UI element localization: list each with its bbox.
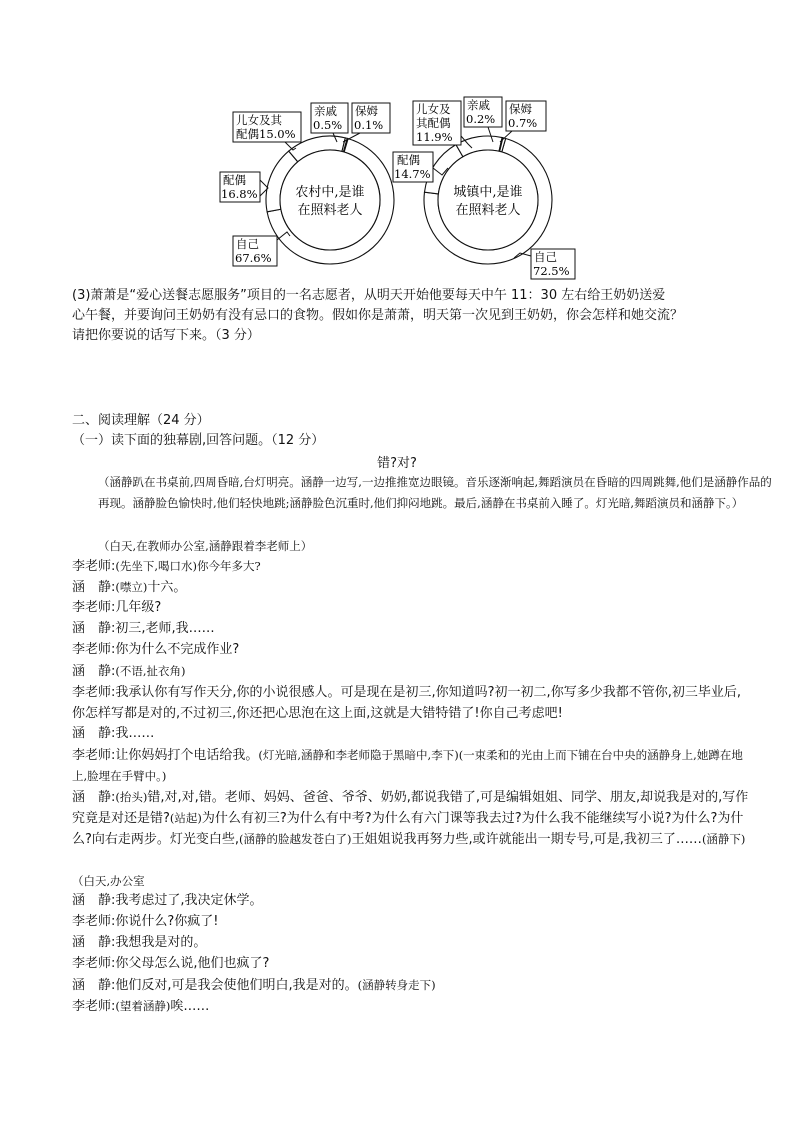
speaker-hanjing: 涵 静: bbox=[72, 726, 116, 741]
urban-label-children-l1: 儿女及 bbox=[416, 102, 451, 116]
rural-label-relatives-l2: 0.5% bbox=[313, 118, 343, 132]
speaker-teacher: 李老师: bbox=[72, 914, 116, 929]
dialogue-text: 你为什么不完成作业? bbox=[115, 642, 240, 657]
question3-line2: 心午餐，并要询问王奶奶有没有忌口的食物。假如你是萧萧，明天第一次见到王奶奶，你会怎样和她交流？ bbox=[72, 308, 684, 323]
urban-label-nanny-l2: 0.7% bbox=[508, 116, 538, 130]
stage-note: (涵静下) bbox=[701, 832, 746, 846]
urban-chart-title-l1: 城镇中,是谁 bbox=[453, 185, 523, 200]
dialogue-text: 初三,老师,我…… bbox=[115, 621, 215, 636]
dialogue-line-15 bbox=[72, 975, 752, 997]
speaker-hanjing: 涵 静: bbox=[72, 893, 116, 908]
dialogue-line-10 bbox=[72, 787, 752, 850]
rural-label-self-l1: 自己 bbox=[236, 237, 259, 251]
rural-label-spouse-l1: 配偶 bbox=[223, 173, 246, 187]
urban-label-spouse-l2: 14.7% bbox=[394, 167, 431, 181]
dialogue-line-9 bbox=[72, 745, 752, 787]
speaker-teacher: 李老师: bbox=[72, 642, 116, 657]
dialogue-line-2 bbox=[72, 577, 752, 599]
stage-note: (涵静的脸越发苍白了) bbox=[239, 832, 352, 846]
speaker-teacher: 李老师: bbox=[72, 559, 116, 574]
dialogue-line-14 bbox=[72, 954, 752, 975]
dialogue-text: 我承认你有写作天分,你的小说很感人。可是现在是初三,你知道吗?初一初二,你写多少我都不管你,初三毕业后,你怎样写都是对的,不过初三,你还把心思泡在这上面,这就是大错特错了!你自己考虑吧! bbox=[72, 685, 741, 721]
dialogue-line-3 bbox=[72, 598, 752, 619]
dialogue-text: 为什么有初三?为什么有中考?为什么有六门课等我去过?为什么我不能继续写小说?为什么?为什么?向右走两步。灯光变白些, bbox=[72, 811, 744, 847]
dialogue-text: 我想我是对的。 bbox=[115, 935, 207, 950]
dialogue-text: 他们反对,可是我会使他们明白,我是对的。 bbox=[115, 978, 358, 993]
rural-label-self-l2: 67.6% bbox=[235, 251, 272, 265]
speaker-hanjing: 涵 静: bbox=[72, 664, 116, 679]
section2-heading: 二、阅读理解（24 分） bbox=[72, 413, 210, 428]
dialogue-text: 错,对,对,错。老师、妈妈、爸爸、爷爷、奶奶,都说我错了,可是编辑姐姐、同学、朋友,却说我是对的,写作究竟是对还是错? bbox=[72, 790, 749, 826]
stage-direction-opening: （涵静趴在书桌前,四周昏暗,台灯明亮。涵静一边写,一边推推宽边眼镜。音乐逐渐响起,舞蹈演员在昏暗的四周跳舞,他们是涵静作品的再现。涵静脸色愉快时,他们轻快地跳;涵静脸色沉重时,他们抑闷地跳。最后,涵静在书桌前入睡了。灯光暗,舞蹈演员和涵静下。） bbox=[98, 475, 772, 510]
rural-donut-inner bbox=[280, 150, 380, 250]
speaker-hanjing: 涵 静: bbox=[72, 580, 116, 595]
rural-callout-children-pointer bbox=[285, 142, 296, 150]
dialogue-line-11 bbox=[72, 891, 752, 912]
section2-sub1: （一）读下面的独幕剧,回答问题。（12 分） bbox=[72, 433, 325, 448]
speaker-hanjing: 涵 静: bbox=[72, 621, 116, 636]
question3-line3: 请把你要说的话写下来。（3 分） bbox=[72, 328, 260, 343]
urban-label-self-l1: 自己 bbox=[534, 250, 557, 264]
rural-label-nanny-l1: 保姆 bbox=[355, 104, 378, 118]
dialogue-text: (先坐下,喝口水)你今年多大? bbox=[115, 559, 261, 573]
dialogue-text: 唉…… bbox=[170, 999, 210, 1014]
urban-label-relatives-l2: 0.2% bbox=[466, 112, 496, 126]
care-givers-charts bbox=[0, 0, 794, 285]
play-title: 错?对? bbox=[377, 456, 417, 471]
dialogue-text: 让你妈妈打个电话给我。 bbox=[115, 748, 259, 763]
stage-note: (涵静转身走下) bbox=[357, 978, 436, 992]
dialogue-text: 我…… bbox=[115, 726, 155, 741]
stage-note: (站起) bbox=[169, 811, 202, 825]
dialogue-line-1 bbox=[72, 556, 752, 578]
dialogue-text: 我考虑过了,我决定休学。 bbox=[115, 893, 263, 908]
stage-direction-scene2: （白天,办公室 bbox=[72, 874, 145, 888]
dialogue-line-12 bbox=[72, 912, 752, 933]
dialogue-text: 你说什么?你疯了! bbox=[115, 914, 219, 929]
rural-label-children-l2: 配偶15.0% bbox=[236, 127, 296, 141]
urban-label-relatives-l1: 亲戚 bbox=[467, 98, 490, 112]
dialogue-text: 王姐姐说我再努力些,或许就能出一期专号,可是,我初三了…… bbox=[351, 832, 702, 847]
dialogue-text: 十六。 bbox=[147, 580, 187, 595]
dialogue-line-7 bbox=[72, 682, 752, 724]
rural-chart-title-l1: 农村中,是谁 bbox=[295, 185, 365, 200]
stage-note: (望着涵静) bbox=[115, 999, 171, 1013]
rural-label-relatives-l1: 亲戚 bbox=[314, 104, 337, 118]
urban-label-children-l2: 其配偶 bbox=[416, 116, 451, 130]
rural-label-nanny-l2: 0.1% bbox=[354, 118, 384, 132]
stage-note: (抬头) bbox=[115, 790, 148, 804]
dialogue-line-5 bbox=[72, 640, 752, 661]
urban-donut-chart bbox=[393, 97, 575, 279]
rural-chart-title-l2: 在照料老人 bbox=[297, 203, 363, 218]
dialogue-line-6 bbox=[72, 661, 752, 683]
speaker-teacher: 李老师: bbox=[72, 999, 116, 1014]
urban-donut-inner bbox=[438, 150, 538, 250]
stage-direction-scene1: （白天,在教师办公室,涵静跟着李老师上） bbox=[98, 539, 313, 553]
speaker-hanjing: 涵 静: bbox=[72, 935, 116, 950]
speaker-teacher: 李老师: bbox=[72, 956, 116, 971]
dialogue-text: 你父母怎么说,他们也疯了? bbox=[115, 956, 270, 971]
speaker-teacher: 李老师: bbox=[72, 748, 116, 763]
urban-chart-title-l2: 在照料老人 bbox=[455, 203, 521, 218]
question3-line1: (3)萧萧是“爱心送餐志愿服务”项目的一名志愿者，从明天开始他要每天中午 11：30 左右给王奶奶送爱 bbox=[72, 288, 666, 303]
rural-label-children-l1: 儿女及其 bbox=[236, 113, 282, 127]
urban-label-spouse-l1: 配偶 bbox=[397, 153, 420, 167]
dialogue-line-8 bbox=[72, 724, 752, 745]
urban-label-children-l3: 11.9% bbox=[416, 130, 453, 144]
dialogue-line-13 bbox=[72, 933, 752, 954]
urban-label-nanny-l1: 保姆 bbox=[509, 102, 532, 116]
rural-donut-chart bbox=[220, 103, 394, 266]
dialogue-text: 几年级? bbox=[115, 600, 162, 615]
stage-note: (不语,扯衣角) bbox=[115, 664, 186, 678]
speaker-teacher: 李老师: bbox=[72, 685, 116, 700]
stage-note: (噤立) bbox=[115, 580, 148, 594]
stage-note: (灯光暗,涵静和李老师隐于黑暗中,李下)(一束柔和的光由上而下铺在台中央的涵静身上,她蹲在地上,脸埋在手臂中。) bbox=[72, 748, 743, 783]
rural-label-spouse-l2: 16.8% bbox=[221, 187, 258, 201]
urban-label-self-l2: 72.5% bbox=[533, 264, 570, 278]
speaker-teacher: 李老师: bbox=[72, 600, 116, 615]
speaker-hanjing: 涵 静: bbox=[72, 790, 116, 805]
dialogue-line-4 bbox=[72, 619, 752, 640]
speaker-hanjing: 涵 静: bbox=[72, 978, 116, 993]
dialogue-line-16 bbox=[72, 996, 752, 1018]
